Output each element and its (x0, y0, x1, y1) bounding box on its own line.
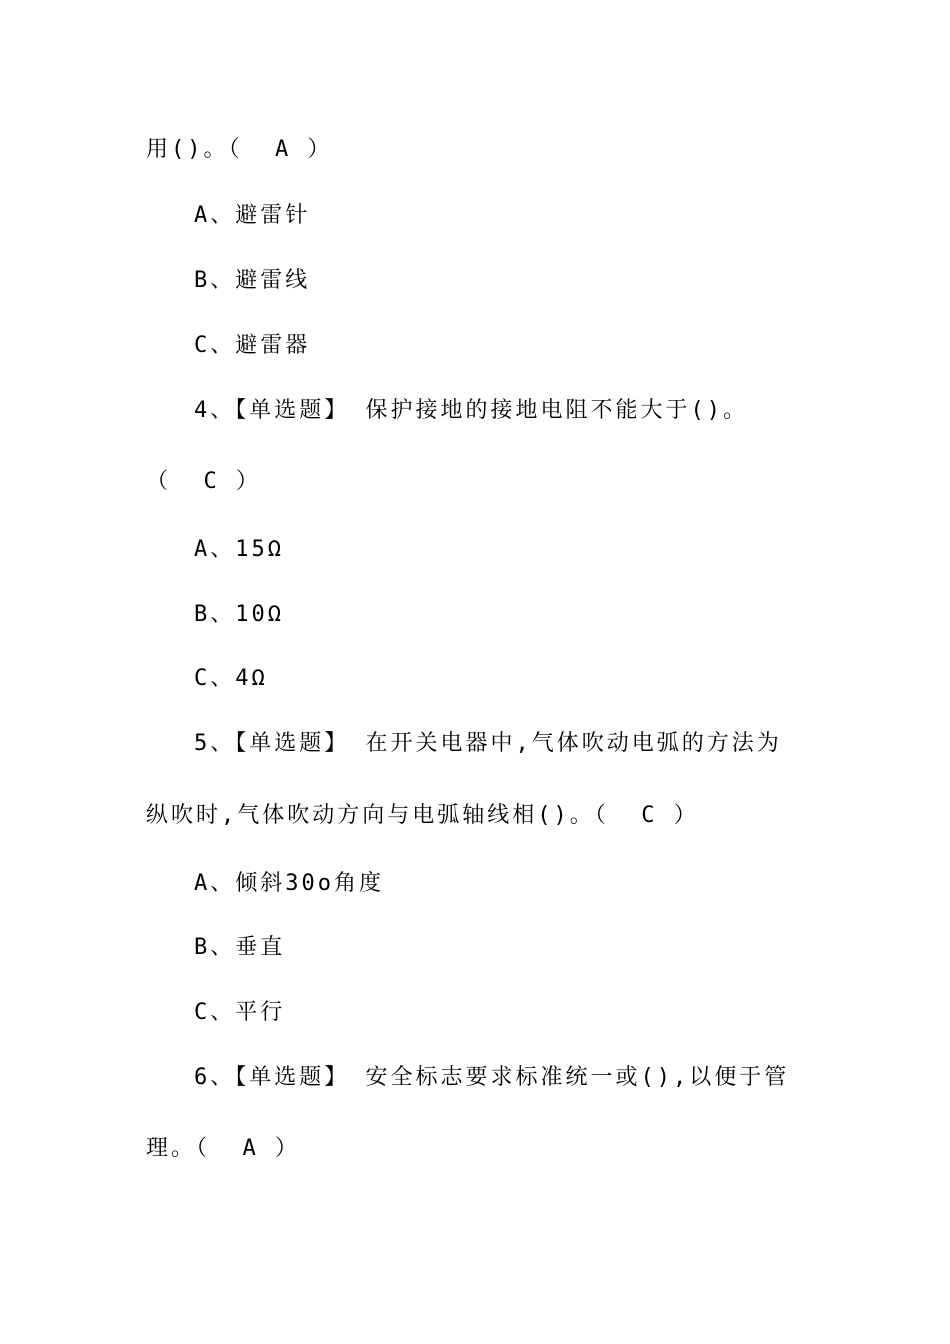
q5-option-b: B、垂直 (194, 935, 286, 960)
q3-option-a: A、避雷针 (194, 203, 311, 228)
q5-option-a: A、倾斜30o角度 (194, 871, 384, 896)
q4-option-b: B、10Ω (194, 602, 284, 627)
question-5-text: 5、【单选题】 在开关电器中,气体吹动电弧的方法为 (194, 731, 782, 756)
question-6-continuation: 理。（ A ） (146, 1136, 300, 1161)
q3-option-c: C、避雷器 (194, 333, 311, 358)
q4-option-a: A、15Ω (194, 537, 284, 562)
q4-option-c: C、4Ω (194, 666, 268, 691)
question-4-answer: （ C ） (146, 469, 261, 494)
question-6-text: 6、【单选题】 安全标志要求标准统一或(),以便于管 (194, 1065, 790, 1090)
question-3-continuation: 用()。（ A ） (146, 137, 333, 162)
q3-option-b: B、避雷线 (194, 268, 311, 293)
q5-option-c: C、平行 (194, 1000, 286, 1025)
question-4-text: 4、【单选题】 保护接地的接地电阻不能大于()。 (194, 398, 748, 423)
question-5-continuation: 纵吹时,气体吹动方向与电弧轴线相()。（ C ） (146, 803, 699, 828)
